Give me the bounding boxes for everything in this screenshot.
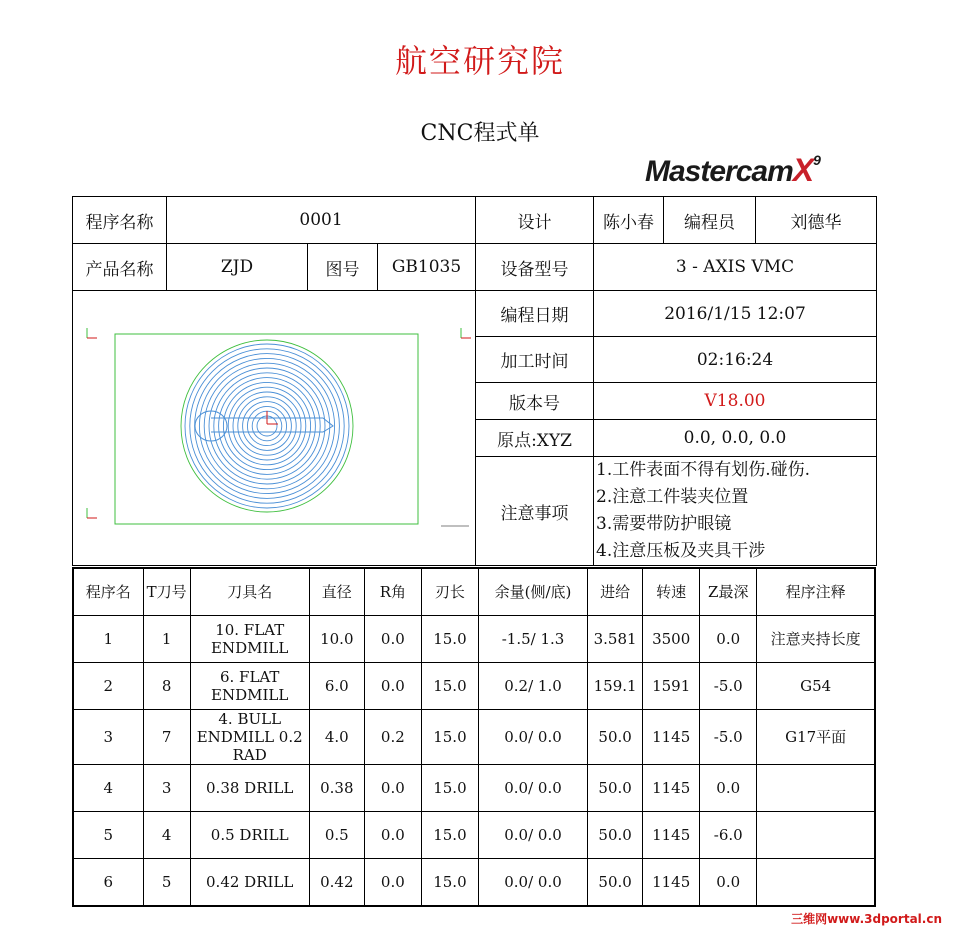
origin-value: 0.0, 0.0, 0.0: [594, 420, 877, 457]
column-header: 余量(侧/底): [478, 568, 587, 616]
origin-label: 原点:XYZ: [476, 420, 594, 457]
table-cell: 1591: [643, 663, 700, 710]
table-cell: 0.38: [309, 765, 364, 812]
table-cell: 15.0: [421, 616, 478, 663]
table-cell: 50.0: [588, 765, 643, 812]
column-header: 进给: [588, 568, 643, 616]
table-cell: 1145: [643, 812, 700, 859]
program-name-value: 0001: [167, 197, 476, 244]
organization-title: 航空研究院: [394, 42, 565, 80]
note-item: 4.注意压板及夹具干涉: [596, 541, 766, 561]
table-cell: 15.0: [421, 710, 478, 765]
table-cell: 0.0: [700, 616, 757, 663]
programmer-value: 刘德华: [756, 197, 877, 244]
table-cell: 15.0: [421, 859, 478, 907]
table-header-row: [73, 568, 875, 616]
table-cell: 0.42: [309, 859, 364, 907]
table-cell: 0.0: [364, 859, 421, 907]
table-cell: -5.0: [700, 663, 757, 710]
table-cell: 50.0: [588, 859, 643, 907]
table-row: [73, 663, 875, 710]
table-cell: -5.0: [700, 710, 757, 765]
column-header: 直径: [309, 568, 364, 616]
table-cell: 4. BULL ENDMILL 0.2 RAD: [190, 710, 309, 765]
table-row: [73, 616, 875, 663]
note-item: 3.需要带防护眼镜: [596, 514, 732, 534]
table-cell: 0.0/ 0.0: [478, 812, 587, 859]
notes-label: 注意事项: [476, 457, 594, 566]
toolpath-preview-image: [73, 296, 475, 560]
table-cell: 3: [143, 765, 190, 812]
table-cell: 3500: [643, 616, 700, 663]
table-cell: 6.0: [309, 663, 364, 710]
table-row: [73, 710, 875, 765]
table-cell: 0.0/ 0.0: [478, 859, 587, 907]
program-info-table: [72, 196, 877, 566]
table-cell: 4.0: [309, 710, 364, 765]
table-cell: 0.0: [700, 859, 757, 907]
table-cell: 1145: [643, 710, 700, 765]
table-cell: 8: [143, 663, 190, 710]
operations-table: [72, 567, 876, 907]
table-cell: 15.0: [421, 663, 478, 710]
table-cell: [757, 765, 875, 812]
table-cell: 50.0: [588, 710, 643, 765]
table-cell: 0.38 DRILL: [190, 765, 309, 812]
column-header: 程序名: [73, 568, 143, 616]
table-cell: 7: [143, 710, 190, 765]
table-cell: [757, 859, 875, 907]
table-cell: 10.0: [309, 616, 364, 663]
mastercam-logo: MastercamX$^9$: [645, 152, 820, 188]
table-cell: 5: [143, 859, 190, 907]
table-cell: 15.0: [421, 812, 478, 859]
table-cell: G54: [757, 663, 875, 710]
table-cell: [757, 812, 875, 859]
table-cell: 0.0: [700, 765, 757, 812]
machining-time-value: 02:16:24: [594, 337, 877, 383]
table-cell: 6. FLAT ENDMILL: [190, 663, 309, 710]
table-cell: 4: [143, 812, 190, 859]
product-name-value: ZJD: [167, 244, 308, 291]
table-cell: 3.581: [588, 616, 643, 663]
table-cell: 50.0: [588, 812, 643, 859]
table-cell: 1: [143, 616, 190, 663]
table-cell: 0.0/ 0.0: [478, 710, 587, 765]
table-cell: 6: [73, 859, 143, 907]
table-cell: 0.2/ 1.0: [478, 663, 587, 710]
table-cell: 0.0: [364, 765, 421, 812]
table-cell: 0.0/ 0.0: [478, 765, 587, 812]
table-cell: 1: [73, 616, 143, 663]
document-title: CNC程式单: [420, 121, 540, 146]
product-name-label: 产品名称: [73, 244, 167, 291]
machine-label: 设备型号: [476, 244, 594, 291]
table-cell: 0.0: [364, 663, 421, 710]
table-cell: 1145: [643, 859, 700, 907]
table-cell: 3: [73, 710, 143, 765]
column-header: R角: [364, 568, 421, 616]
table-cell: G17平面: [757, 710, 875, 765]
column-header: T刀号: [143, 568, 190, 616]
drawing-no-value: GB1035: [378, 244, 476, 291]
machining-time-label: 加工时间: [476, 337, 594, 383]
table-cell: 0.5: [309, 812, 364, 859]
table-cell: 1145: [643, 765, 700, 812]
table-cell: 0.2: [364, 710, 421, 765]
column-header: 程序注释: [757, 568, 875, 616]
program-name-label: 程序名称: [73, 197, 167, 244]
table-cell: 159.1: [588, 663, 643, 710]
machine-value: 3 - AXIS VMC: [594, 244, 877, 291]
table-cell: 4: [73, 765, 143, 812]
table-cell: 0.0: [364, 616, 421, 663]
table-cell: 2: [73, 663, 143, 710]
program-date-value: 2016/1/15 12:07: [594, 291, 877, 337]
table-cell: 10. FLAT ENDMILL: [190, 616, 309, 663]
program-date-label: 编程日期: [476, 291, 594, 337]
toolpath-preview: [73, 291, 476, 566]
table-cell: 0.0: [364, 812, 421, 859]
designer-value: 陈小春: [594, 197, 664, 244]
drawing-no-label: 图号: [308, 244, 378, 291]
table-cell: -1.5/ 1.3: [478, 616, 587, 663]
table-cell: 0.42 DRILL: [190, 859, 309, 907]
version-value: V18.00: [594, 383, 877, 420]
column-header: 转速: [643, 568, 700, 616]
version-label: 版本号: [476, 383, 594, 420]
table-cell: 5: [73, 812, 143, 859]
note-item: 1.工件表面不得有划伤.碰伤.: [596, 460, 811, 480]
table-cell: 注意夹持长度: [757, 616, 875, 663]
column-header: 刀具名: [190, 568, 309, 616]
note-item: 2.注意工件装夹位置: [596, 487, 749, 507]
table-cell: 15.0: [421, 765, 478, 812]
table-cell: -6.0: [700, 812, 757, 859]
table-row: [73, 812, 875, 859]
design-label: 设计: [476, 197, 594, 244]
column-header: 刃长: [421, 568, 478, 616]
watermark: 三维网www.3dportal.cn: [791, 912, 942, 926]
table-cell: 0.5 DRILL: [190, 812, 309, 859]
table-row: [73, 859, 875, 907]
notes-list: [594, 457, 877, 566]
table-row: [73, 765, 875, 812]
programmer-label: 编程员: [664, 197, 756, 244]
column-header: Z最深: [700, 568, 757, 616]
